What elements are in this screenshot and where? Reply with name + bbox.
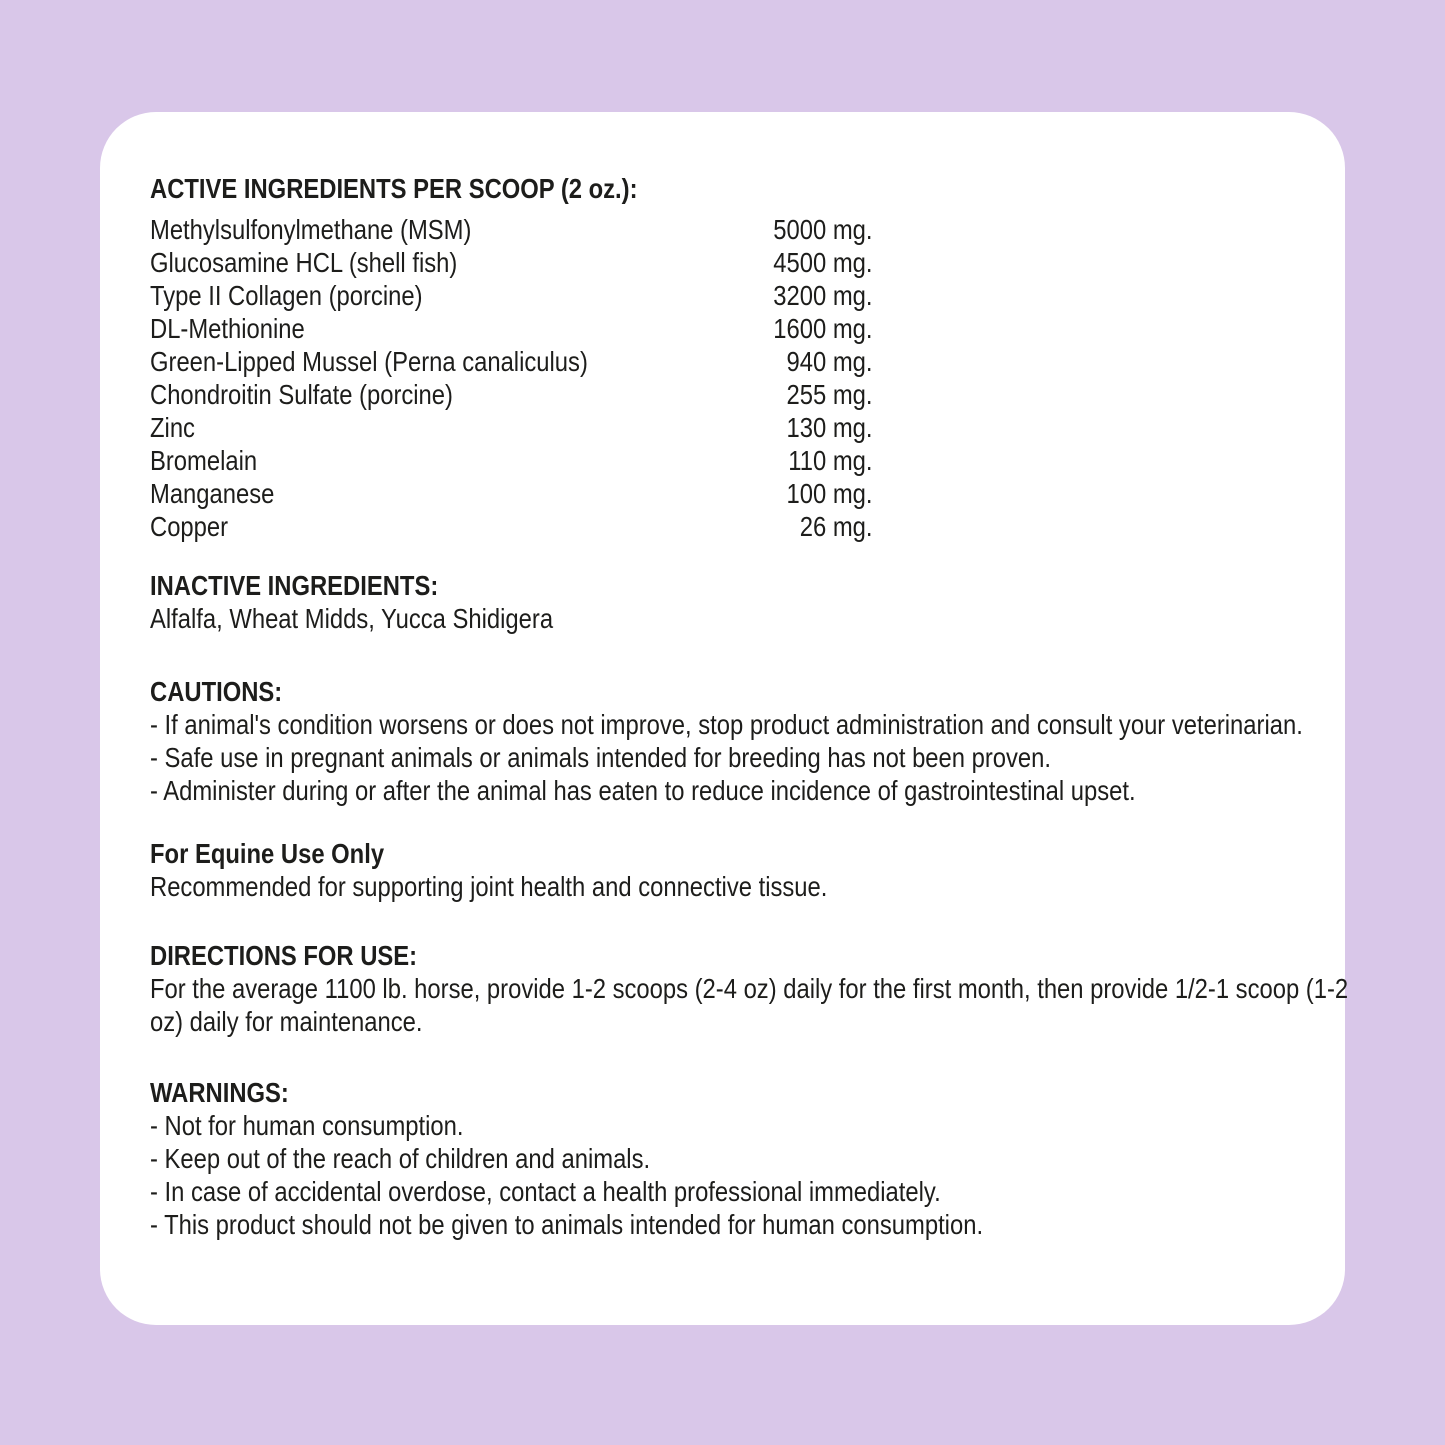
ingredient-row [150, 477, 873, 510]
ingredient-row [150, 213, 873, 246]
ingredient-name: Green-Lipped Mussel (Perna canaliculus) [150, 346, 588, 377]
ingredient-name: Bromelain [150, 445, 258, 476]
ingredient-value: 26 mg. [799, 511, 873, 542]
label-card [100, 112, 1349, 1325]
warning-item: - This product should not be given to animals intended for human consumption. [150, 1209, 984, 1240]
warnings-heading: WARNINGS: [150, 1077, 289, 1108]
ingredient-name: DL-Methionine [150, 313, 305, 344]
ingredient-value: 5000 mg. [773, 214, 873, 245]
caution-item: - Safe use in pregnant animals or animals intended for breeding has not been proven. [150, 742, 1052, 773]
ingredient-value: 3200 mg. [773, 280, 873, 311]
equine-use-text: Recommended for supporting joint health and connective tissue. [150, 871, 828, 902]
warning-item: - Not for human consumption. [150, 1110, 464, 1141]
ingredient-row [150, 246, 873, 279]
cautions-heading: CAUTIONS: [150, 676, 283, 707]
ingredient-row [150, 279, 873, 312]
ingredient-value: 110 mg. [788, 445, 873, 476]
ingredient-name: Methylsulfonylmethane (MSM) [150, 214, 472, 245]
directions-heading: DIRECTIONS FOR USE: [150, 940, 418, 971]
caution-item: - Administer during or after the animal has eaten to reduce incidence of gastrointestinal upset. [150, 775, 1136, 806]
warning-item: - Keep out of the reach of children and animals. [150, 1143, 651, 1174]
ingredient-name: Type II Collagen (porcine) [150, 280, 423, 311]
label-content [150, 172, 1366, 1241]
ingredient-value: 100 mg. [786, 478, 873, 509]
equine-use-heading: For Equine Use Only [150, 838, 385, 869]
ingredient-name: Manganese [150, 478, 275, 509]
ingredient-name: Chondroitin Sulfate (porcine) [150, 379, 453, 410]
directions-text: For the average 1100 lb. horse, provide 1-2 scoops (2-4 oz) daily for the first month, then provide 1/2-1 scoop (1-2 oz) daily for maintenance. [150, 973, 1349, 1037]
ingredient-row [150, 345, 873, 378]
ingredient-value: 1600 mg. [773, 313, 873, 344]
ingredient-name: Copper [150, 511, 229, 542]
ingredient-row [150, 444, 873, 477]
active-ingredients-heading: ACTIVE INGREDIENTS PER SCOOP (2 oz.): [150, 173, 638, 204]
ingredient-name: Glucosamine HCL (shell fish) [150, 247, 458, 278]
inactive-ingredients-heading: INACTIVE INGREDIENTS: [150, 570, 439, 601]
inactive-ingredients-text: Alfalfa, Wheat Midds, Yucca Shidigera [150, 603, 554, 634]
ingredient-table [150, 213, 873, 543]
ingredient-row [150, 510, 873, 543]
ingredient-name: Zinc [150, 412, 195, 443]
ingredient-row [150, 312, 873, 345]
ingredient-row [150, 411, 873, 444]
warning-item: - In case of accidental overdose, contact a health professional immediately. [150, 1176, 941, 1207]
caution-item: - If animal's condition worsens or does not improve, stop product administration and consult your veterinarian. [150, 709, 1303, 740]
ingredient-value: 4500 mg. [773, 247, 873, 278]
ingredient-value: 940 mg. [786, 346, 873, 377]
ingredient-row [150, 378, 873, 411]
ingredient-value: 130 mg. [786, 412, 873, 443]
ingredient-value: 255 mg. [786, 379, 873, 410]
